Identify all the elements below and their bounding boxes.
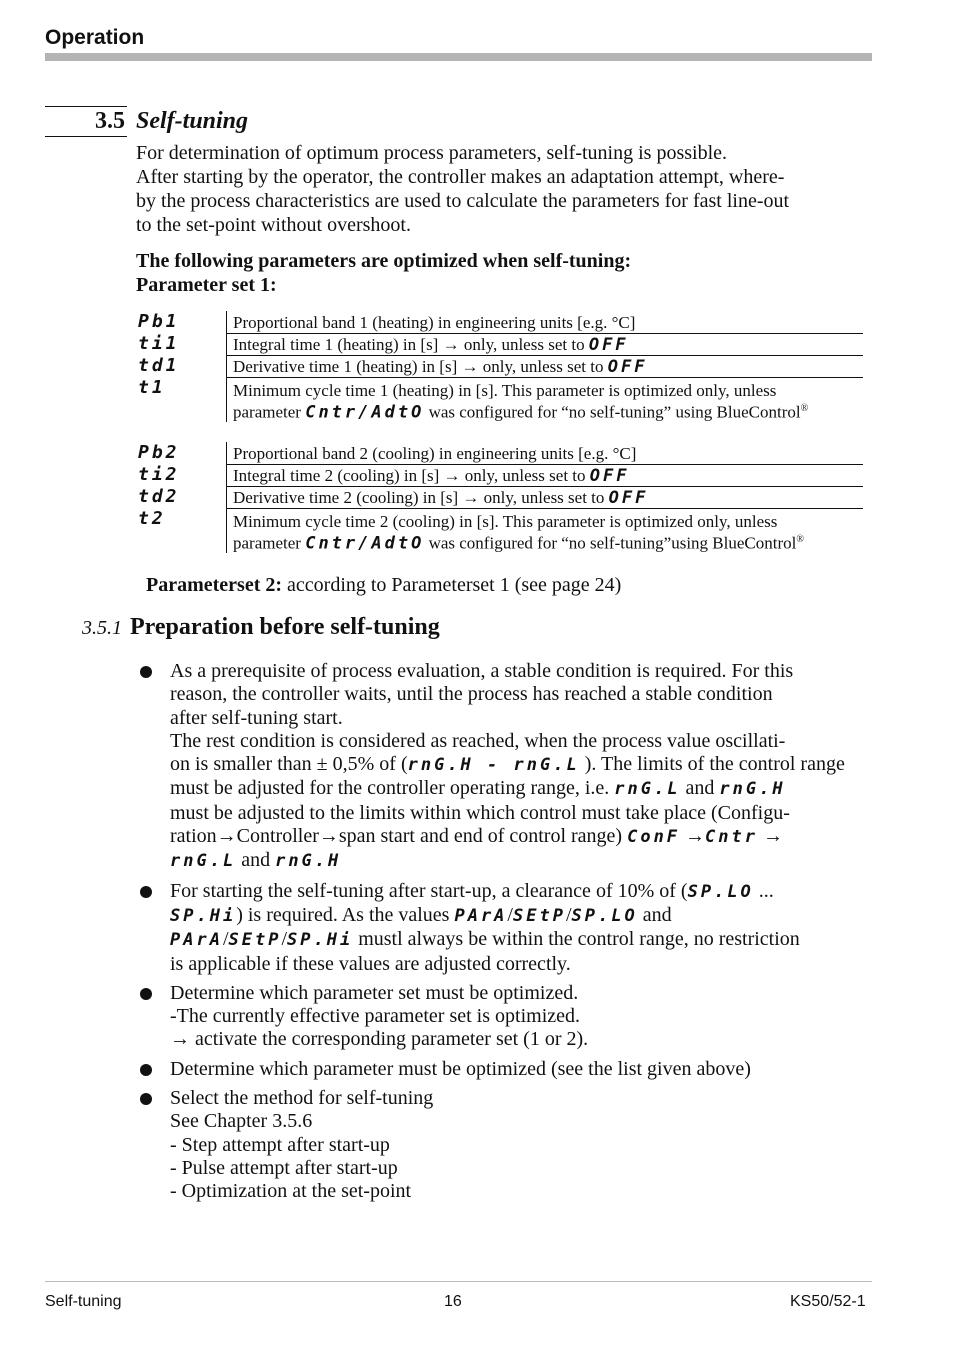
page-number: 16	[444, 1293, 462, 1310]
table-row	[136, 486, 863, 508]
table-row	[136, 311, 863, 333]
bullet-icon	[140, 1093, 152, 1105]
header-bar	[45, 53, 872, 61]
table-row	[136, 442, 863, 464]
param-desc: Integral time 2 (cooling) in [s] → only, unless set to OFF	[227, 464, 864, 486]
bullet-icon	[140, 666, 152, 678]
param-code: t2	[138, 508, 166, 529]
paramset1-table	[136, 311, 863, 422]
section-number: 3.5	[95, 108, 125, 134]
param-code: Pb2	[138, 442, 180, 463]
intro-line-2: After starting by the operator, the controller makes an adaptation attempt, where-	[136, 166, 785, 188]
lcd-off: OFF	[588, 334, 629, 355]
table-row	[136, 508, 863, 553]
table-row	[136, 333, 863, 355]
bullet-icon	[140, 886, 152, 898]
table-row	[136, 464, 863, 486]
param-desc: Proportional band 2 (cooling) in engineering units [e.g. °C]	[227, 442, 864, 464]
lcd-cntr-adto: Cntr/AdtO	[305, 533, 425, 554]
footer-left: Self-tuning	[45, 1293, 122, 1310]
param-code: ti1	[138, 333, 180, 354]
intro-line-3: by the process characteristics are used to calculate the parameters for fast line-out	[136, 190, 790, 212]
param-desc: Integral time 1 (heating) in [s] → only, unless set to OFF	[227, 333, 864, 355]
param-desc: Derivative time 2 (cooling) in [s] → only, unless set to OFF	[227, 486, 864, 508]
param-desc: Proportional band 1 (heating) in engineering units [e.g. °C]	[227, 311, 864, 333]
intro-line-4: to the set-point without overshoot.	[136, 214, 411, 236]
bullet-list	[136, 660, 876, 1210]
lcd-cntr-adto: Cntr/AdtO	[305, 402, 425, 423]
param-desc: Minimum cycle time 2 (cooling) in [s]. This parameter is optimized only, unless parameter Cntr/AdtO was configured for “no self-tuning”using BlueControl®	[227, 508, 864, 553]
optimized-heading: The following parameters are optimized when self-tuning:	[136, 250, 632, 272]
list-item: Determine which parameter set must be optimized. -The currently effective parameter set is optimized. → activate the corresponding parameter set (1 or 2).	[136, 982, 876, 1052]
subsection-heading: 3.5.1 Preparation before self-tuning	[82, 614, 440, 640]
lcd-off: OFF	[608, 487, 649, 508]
param-desc: Derivative time 1 (heating) in [s] → only, unless set to OFF	[227, 355, 864, 377]
paramset1-heading: Parameter set 1:	[136, 274, 277, 296]
list-item: For starting the self-tuning after start-up, a clearance of 10% of (SP.LO ... SP.Hi) is required. As the values PArA/SEtP/SP.LO and PArA/SEtP/SP.Hi mustl always be within the control range, no restriction is applicable if these values are adjusted correctly.	[136, 880, 876, 976]
bullet-icon	[140, 988, 152, 1000]
intro-line-1: For determination of optimum process parameters, self-tuning is possible.	[136, 142, 727, 164]
param-code: t1	[138, 377, 166, 398]
page-header-title: Operation	[45, 26, 145, 49]
lcd-off: OFF	[607, 356, 648, 377]
footer-rule	[45, 1281, 872, 1282]
param-code: ti2	[138, 464, 180, 485]
section-title: Self-tuning	[136, 108, 249, 134]
list-item: As a prerequisite of process evaluation, a stable condition is required. For this reason, the controller waits, until the process has reached a stable condition after self-tuning start. The rest condition is considered as reached, when the process value oscillati- on is smaller than ± 0,5% of (rnG.H - rnG.L ). The limits of the control range must be adjusted for the controller operating range, i.e. rnG.L and rnG.H must be adjusted to the limits within which control must take place (Configu- ration→Controller→span start and end of control range) ConF →Cntr → rnG.L and rnG.H	[136, 660, 876, 874]
section-rule-top	[45, 106, 127, 107]
list-item: Select the method for self-tuning See Chapter 3.5.6 - Step attempt after start-up - Pulse attempt after start-up - Optimization at the set-point	[136, 1087, 876, 1203]
param-code: td2	[138, 486, 180, 507]
table-row	[136, 355, 863, 377]
paramset2-note: Parameterset 2: according to Parameterset 1 (see page 24)	[146, 574, 622, 596]
section-rule-bottom	[45, 136, 127, 137]
table-row	[136, 377, 863, 422]
footer-right: KS50/52-1	[790, 1293, 866, 1310]
bullet-icon	[140, 1064, 152, 1076]
lcd-off: OFF	[589, 465, 630, 486]
param-code: td1	[138, 355, 180, 376]
paramset2-table	[136, 442, 863, 553]
param-code: Pb1	[138, 311, 180, 332]
list-item: Determine which parameter must be optimized (see the list given above)	[136, 1058, 876, 1081]
param-desc: Minimum cycle time 1 (heating) in [s]. This parameter is optimized only, unless parameter Cntr/AdtO was configured for “no self-tuning” using BlueControl®	[227, 377, 864, 422]
